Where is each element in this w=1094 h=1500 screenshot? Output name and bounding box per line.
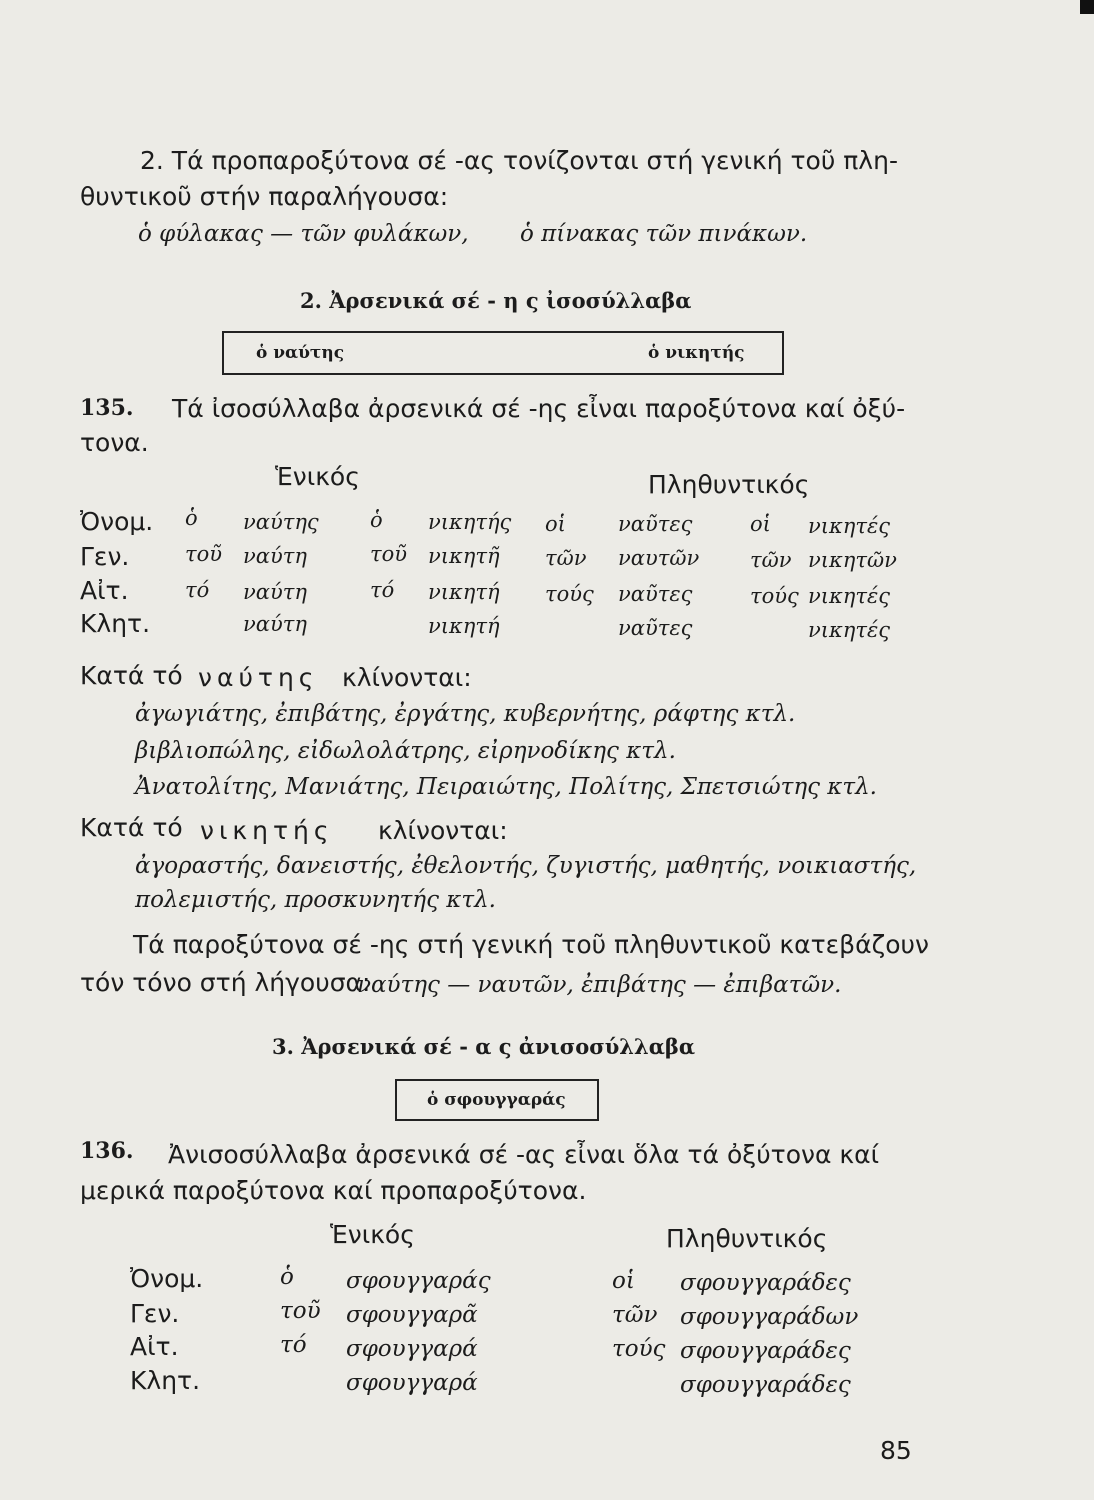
table2-word: σφουγγαράς: [346, 1268, 491, 1294]
like-nautis-word: ναύτης: [198, 663, 319, 692]
rule2-example-a: ὁ φύλακας — τῶν φυλάκων,: [138, 221, 469, 247]
rule2-line2: θυντικοῦ στήν παραλήγουσα:: [80, 182, 449, 211]
table1-plural-header: Πληθυντικός: [648, 470, 810, 499]
table1-word: ναύτη: [243, 544, 307, 568]
table1-word: νικητές: [808, 618, 891, 642]
table2-word: σφουγγαρά: [346, 1336, 478, 1362]
para136-number: 136.: [80, 1138, 134, 1164]
table2-case: Κλητ.: [130, 1366, 201, 1395]
table2-plural-header: Πληθυντικός: [666, 1224, 828, 1253]
table2-article: οἱ: [612, 1268, 635, 1294]
like-nikitis-line1: ἀγοραστής, δανειστής, ἐθελοντής, ζυγιστής, μαθητής, νοικιαστής,: [135, 853, 917, 879]
like-nautis-suffix: κλίνονται:: [342, 663, 472, 692]
box-right-word: ὁ νικητής: [648, 343, 745, 363]
table2-word: σφουγγαράδες: [680, 1338, 851, 1364]
table1-word: ναῦτες: [618, 582, 693, 606]
table1-article: τῶν: [545, 546, 587, 570]
table2-article: ὁ: [280, 1264, 294, 1290]
table2-singular-header: Ἑνικός: [330, 1220, 415, 1249]
table1-word: ναύτης: [243, 510, 319, 534]
table2-case: Γεν.: [130, 1299, 180, 1328]
section2-box: [222, 331, 784, 375]
rule2-line1: 2. Τά προπαροξύτονα σέ -ας τονίζονται στή γενική τοῦ πλη-: [140, 146, 898, 175]
like-nautis-prefix: Κατά τό: [80, 661, 183, 690]
table1-word: ναύτη: [243, 612, 307, 636]
table1-article: τούς: [545, 582, 594, 606]
para135-number: 135.: [80, 395, 134, 421]
table1-word: νικητῶν: [808, 548, 897, 572]
para136-line2: μερικά παροξύτονα καί προπαροξύτονα.: [80, 1176, 587, 1205]
table1-article: οἱ: [750, 512, 771, 536]
table1-article: οἱ: [545, 512, 566, 536]
table1-case: Ὀνομ.: [80, 507, 154, 536]
table2-word: σφουγγαρά: [346, 1370, 478, 1396]
table1-word: νικητή: [428, 614, 500, 638]
table2-case: Αἰτ.: [130, 1332, 179, 1361]
table1-word: νικητῆ: [428, 544, 500, 568]
box-word: ὁ σφουγγαράς: [427, 1090, 566, 1110]
section3-heading: 3. Ἀρσενικά σέ - α ς ἀνισοσύλλαβα: [272, 1034, 695, 1059]
table1-article: τούς: [750, 584, 799, 608]
table1-singular-header: Ἑνικός: [275, 462, 360, 491]
para135-line2: τονα.: [80, 428, 149, 457]
table1-case: Κλητ.: [80, 609, 151, 638]
table2-article: τούς: [612, 1336, 666, 1362]
box-left-word: ὁ ναύτης: [256, 343, 345, 363]
note-line2-text: τόν τόνο στή λήγουσα:: [80, 968, 371, 997]
section2-heading: 2. Ἀρσενικά σέ - η ς ἰσοσύλλαβα: [300, 288, 692, 313]
table2-article: τοῦ: [280, 1298, 321, 1324]
table2-article: τῶν: [612, 1302, 658, 1328]
page-edge-shadow: [1080, 0, 1094, 14]
table1-word: νικητή: [428, 580, 500, 604]
table1-word: νικητής: [428, 510, 512, 534]
table1-word: νικητές: [808, 584, 891, 608]
note-line2-examples: ναύτης — ναυτῶν, ἐπιβάτης — ἐπιβατῶν.: [357, 972, 842, 998]
section3-box: [395, 1079, 599, 1121]
table1-article: τό: [370, 578, 395, 602]
table1-article: τό: [185, 578, 210, 602]
table1-article: ὁ: [185, 506, 198, 530]
page-number: 85: [880, 1436, 912, 1465]
table1-word: ναυτῶν: [618, 546, 700, 570]
rule2-example-b: ὁ πίνακας τῶν πινάκων.: [520, 221, 808, 247]
like-nikitis-word: νικητής: [200, 816, 334, 845]
table2-word: σφουγγαράδων: [680, 1304, 859, 1330]
like-nautis-line1: ἀγωγιάτης, ἐπιβάτης, ἐργάτης, κυβερνήτης, ράφτης κτλ.: [135, 701, 796, 727]
like-nikitis-suffix: κλίνονται:: [378, 816, 508, 845]
table2-case: Ὀνομ.: [130, 1264, 204, 1293]
like-nikitis-prefix: Κατά τό: [80, 813, 183, 842]
table1-case: Γεν.: [80, 542, 130, 571]
table1-word: ναύτη: [243, 580, 307, 604]
table2-word: σφουγγαράδες: [680, 1372, 851, 1398]
para136-line1: Ἀνισοσύλλαβα ἀρσενικά σέ -ας εἶναι ὅλα τά ὀξύτονα καί: [168, 1140, 880, 1169]
table1-article: τοῦ: [370, 542, 408, 566]
like-nikitis-line2: πολεμιστής, προσκυνητής κτλ.: [135, 887, 496, 913]
table1-article: ὁ: [370, 508, 383, 532]
table1-word: νικητές: [808, 514, 891, 538]
table1-article: τῶν: [750, 548, 792, 572]
table2-word: σφουγγαρᾶ: [346, 1302, 478, 1328]
table2-word: σφουγγαράδες: [680, 1270, 851, 1296]
table1-word: ναῦτες: [618, 616, 693, 640]
note-line1: Τά παροξύτονα σέ -ης στή γενική τοῦ πληθυντικοῦ κατεβάζουν: [133, 930, 929, 959]
para135-line1: Τά ἰσοσύλλαβα ἀρσενικά σέ -ης εἶναι παροξύτονα καί ὀξύ-: [172, 394, 906, 423]
like-nautis-line3: Ἀνατολίτης, Μανιάτης, Πειραιώτης, Πολίτης, Σπετσιώτης κτλ.: [135, 774, 877, 800]
table1-case: Αἰτ.: [80, 576, 129, 605]
like-nautis-line2: βιβλιοπώλης, εἰδωλολάτρης, εἰρηνοδίκης κτλ.: [135, 738, 676, 764]
table1-word: ναῦτες: [618, 512, 693, 536]
table1-article: τοῦ: [185, 542, 223, 566]
table2-article: τό: [280, 1332, 307, 1358]
